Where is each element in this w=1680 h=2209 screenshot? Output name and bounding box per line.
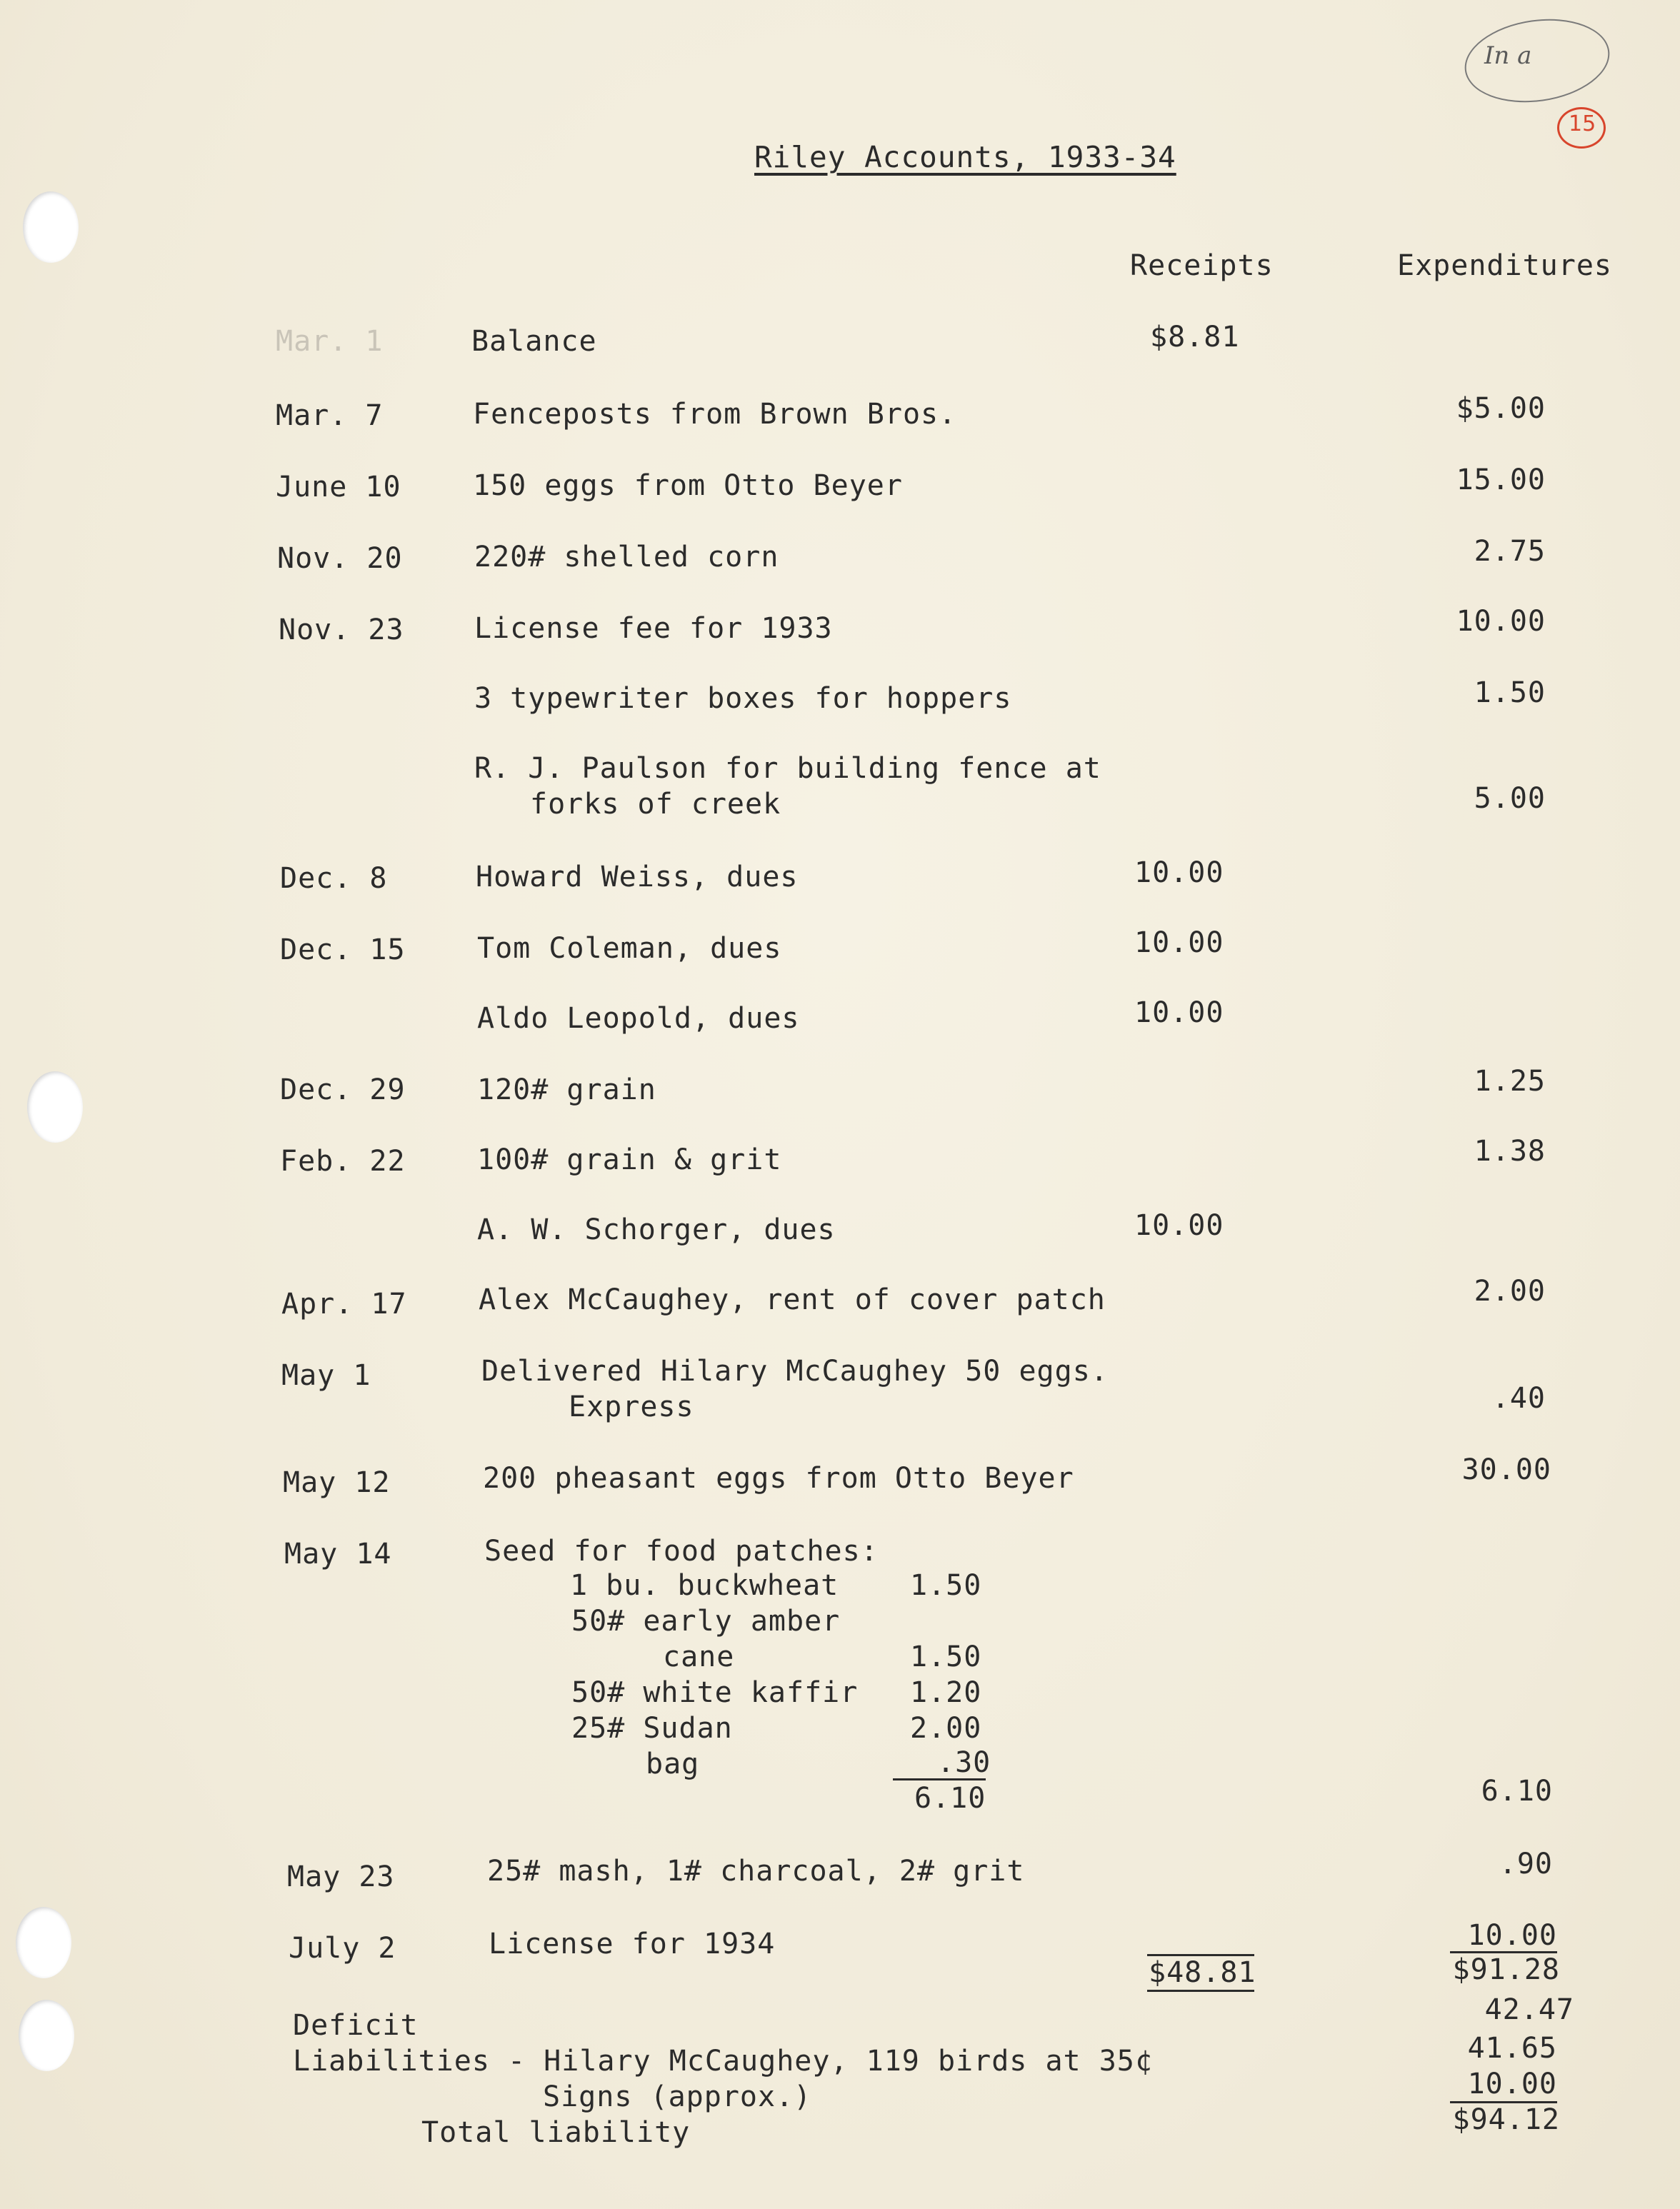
entry-description-cont: forks of creek (530, 788, 781, 821)
entry-receipt: 10.00 (1134, 996, 1224, 1029)
seed-item-label: 50# early amber (571, 1605, 841, 1638)
signs-amount: 10.00 (1467, 2068, 1557, 2100)
entry-date: May 12 (283, 1466, 391, 1499)
punch-hole-lower (16, 1907, 71, 1978)
entry-description: A. W. Schorger, dues (477, 1213, 836, 1246)
seed-item-label: 1 bu. buckwheat (570, 1569, 839, 1602)
entry-expenditure: 2.00 (1474, 1275, 1546, 1308)
entry-expenditure: 6.10 (1481, 1775, 1553, 1808)
entry-date: Mar. 7 (276, 399, 384, 432)
deficit-amount: 42.47 (1484, 1993, 1574, 2026)
pencil-annotation-text: In a (1484, 41, 1532, 70)
punch-hole-top (23, 191, 79, 263)
entry-expenditure: 5.00 (1474, 782, 1546, 815)
punch-hole-middle (27, 1071, 83, 1143)
entry-expenditure: 10.00 (1456, 605, 1546, 638)
entry-date: May 23 (287, 1860, 395, 1893)
entry-receipt: $8.81 (1150, 321, 1240, 354)
punch-hole-bottom (19, 2000, 74, 2071)
entry-description: 200 pheasant eggs from Otto Beyer (483, 1462, 1074, 1495)
expenditures-header: Expenditures (1397, 249, 1612, 282)
entry-description: 25# mash, 1# charcoal, 2# grit (487, 1855, 1025, 1888)
entry-description: 120# grain (477, 1073, 656, 1106)
entry-expenditure: 10.00 (1467, 1919, 1557, 1952)
entry-receipt: 10.00 (1134, 856, 1224, 889)
entry-date: May 14 (284, 1538, 392, 1571)
entry-description: Seed for food patches: (484, 1535, 879, 1568)
document-title: Riley Accounts, 1933-34 (754, 140, 1176, 174)
entry-date: May 1 (281, 1359, 371, 1392)
receipts-total-rule-bottom (1147, 1990, 1254, 1992)
entry-date: Nov. 20 (277, 542, 403, 575)
entry-description: Aldo Leopold, dues (477, 1002, 800, 1035)
entry-expenditure: 1.38 (1474, 1135, 1546, 1168)
entry-description-cont: Express (569, 1391, 694, 1423)
entry-receipt: 10.00 (1134, 1209, 1224, 1242)
entry-date: Dec. 15 (280, 933, 406, 966)
entry-date: Dec. 8 (280, 862, 388, 895)
seed-subtotal-rule (893, 1778, 986, 1780)
entry-description: License for 1934 (489, 1928, 776, 1960)
entry-receipt: 10.00 (1134, 926, 1224, 959)
entry-description: Tom Coleman, dues (477, 932, 782, 965)
entry-expenditure: 1.50 (1474, 676, 1546, 709)
seed-item-amount: 1.20 (910, 1676, 982, 1709)
seed-item-amount: .30 (937, 1746, 991, 1779)
entry-expenditure: 30.00 (1461, 1453, 1551, 1486)
seed-item-label: 50# white kaffir (571, 1676, 859, 1709)
entry-date: Mar. 1 (276, 325, 384, 358)
entry-description: 100# grain & grit (477, 1143, 782, 1176)
seed-item-amount: 1.50 (910, 1569, 982, 1602)
pencil-annotation-oval (1459, 10, 1615, 111)
entry-expenditure: .90 (1499, 1848, 1553, 1880)
liabilities-line: Liabilities - Hilary McCaughey, 119 birds at 35¢ (293, 2045, 1153, 2078)
entry-date: Apr. 17 (281, 1288, 407, 1321)
entry-date: July 2 (289, 1932, 396, 1965)
entry-expenditure: .40 (1491, 1382, 1546, 1415)
total-liability-label: Total liability (421, 2116, 691, 2149)
liability-amount: 41.65 (1467, 2032, 1557, 2065)
entry-description: R. J. Paulson for building fence at (474, 752, 1101, 785)
page-number: 15 (1569, 111, 1596, 136)
seed-item-amount: 1.50 (910, 1641, 982, 1673)
seed-item-label: bag (646, 1748, 700, 1780)
seed-subtotal: 6.10 (914, 1782, 986, 1815)
entry-expenditure: $5.00 (1456, 392, 1546, 425)
seed-item-amount: 2.00 (910, 1712, 982, 1745)
entry-expenditure: 2.75 (1474, 535, 1546, 568)
entry-description: 3 typewriter boxes for hoppers (474, 682, 1012, 715)
receipts-header: Receipts (1130, 249, 1274, 282)
seed-item-label-cont: cane (663, 1641, 735, 1673)
entry-description: Fenceposts from Brown Bros. (473, 398, 957, 431)
entry-date: Nov. 23 (279, 613, 404, 646)
deficit-label: Deficit (293, 2009, 419, 2042)
receipts-total: $48.81 (1149, 1956, 1256, 1989)
entry-description: Delivered Hilary McCaughey 50 eggs. (481, 1355, 1109, 1388)
entry-expenditure: 1.25 (1474, 1065, 1546, 1098)
entry-date: June 10 (276, 471, 401, 504)
entry-description: Alex McCaughey, rent of cover patch (479, 1283, 1106, 1316)
entry-expenditure: 15.00 (1456, 464, 1546, 496)
total-liability-amount: $94.12 (1452, 2103, 1560, 2136)
entry-date: Dec. 29 (280, 1073, 406, 1106)
signs-line: Signs (approx.) (543, 2080, 812, 2113)
entry-description: 150 eggs from Otto Beyer (473, 469, 903, 502)
entry-description: License fee for 1933 (474, 612, 833, 645)
entry-date: Feb. 22 (280, 1145, 406, 1178)
entry-description: Balance (471, 325, 597, 358)
seed-item-label: 25# Sudan (571, 1712, 733, 1745)
entry-description: 220# shelled corn (474, 541, 779, 573)
expenditures-total: $91.28 (1452, 1953, 1560, 1986)
entry-description: Howard Weiss, dues (476, 861, 799, 893)
